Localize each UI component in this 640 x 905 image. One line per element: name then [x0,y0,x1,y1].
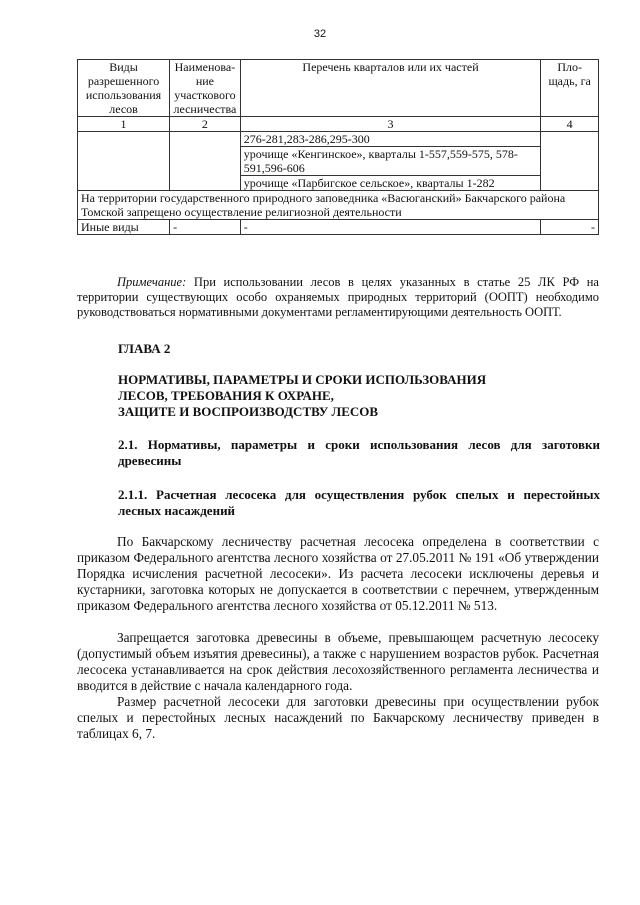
column-number: 1 [78,117,170,132]
table-cell [541,132,599,191]
body-paragraph: Запрещается заготовка древесины в объеме, превышающем расчетную лесосеку (допустимый объем изъятия древесины), а также с нарушением возрастов рубок. Расчетная лесосека устанавливается на срок действия лесохозяйственного регламента лесничества и вводится в действие с начала календарного года. [77,630,599,693]
chapter-title [118,372,486,420]
table-cell: - [170,220,241,235]
header-area: Пло-щадь, га [541,60,599,117]
note-label: Примечание: [117,275,187,289]
note-paragraph [77,275,599,320]
header-forestry-name: Наименова-ние участкового лесничества [170,60,241,117]
table-cell [78,132,170,191]
chapter-title-line: НОРМАТИВЫ, ПАРАМЕТРЫ И СРОКИ ИСПОЛЬЗОВАНИЯ [118,372,487,387]
reserve-note-cell: На территории государственного природного заповедника «Васюганский» Бакчарского района Томской запрещено осуществление религиозной деятельности [78,191,599,220]
chapter-label: ГЛАВА 2 [118,341,171,356]
column-number: 3 [240,117,541,132]
section-heading-2-1-1: 2.1.1. Расчетная лесосека для осуществления рубок спелых и перестойных лесных насаждений [118,487,600,518]
chapter-title-line: ЗАЩИТЕ И ВОСПРОИЗВОДСТВУ ЛЕСОВ [118,404,379,419]
table-cell: - [541,220,599,235]
section-heading-2-1: 2.1. Нормативы, параметры и сроки использования лесов для заготовки древесины [118,437,600,468]
table-row [78,191,599,220]
quarter-cell: урочище «Парбигское сельское», кварталы 1-282 [240,176,541,191]
chapter-title-line: ЛЕСОВ, ТРЕБОВАНИЯ К ОХРАНЕ, [118,388,334,403]
page-number: 32 [313,28,327,40]
column-number: 2 [170,117,241,132]
forest-use-table [77,59,599,235]
table-cell [170,132,241,191]
quarter-cell: 276-281,283-286,295-300 [240,132,541,147]
column-number: 4 [541,117,599,132]
quarter-cell: урочище «Кенгинское», кварталы 1-557,559-575, 578-591,596-606 [240,147,541,176]
table-row [78,132,599,147]
table-row [78,220,599,235]
other-use-cell: Иные виды [78,220,170,235]
table-header-row [78,60,599,117]
table-cell: - [240,220,541,235]
header-use-types: Виды разрешенного использования лесов [78,60,170,117]
body-paragraph: Размер расчетной лесосеки для заготовки древесины при осуществлении рубок спелых и перестойных лесных насаждений по Бакчарскому лесничеству приведен в таблицах 6, 7. [77,694,599,741]
header-quarters-list: Перечень кварталов или их частей [240,60,541,117]
body-paragraph: По Бакчарскому лесничеству расчетная лесосека определена в соответствии с приказом Федерального агентства лесного хозяйства от 27.05.2011 № 191 «Об утверждении Порядка исчисления расчетной лесосеки». Из расчета лесосеки исключены деревья и кустарники, заготовка которых не допускается в соответствии с перечнем, утвержденным приказом Федерального агентства лесного хозяйства от 05.12.2011 № 513. [77,534,599,613]
column-number-row [78,117,599,132]
note-text: При использовании лесов в целях указанных в статье 25 ЛК РФ на территории существующих особо охраняемых природных территорий (ООПТ) необходимо руководствоваться нормативными документами регламентирующими деятельность ООПТ. [77,275,599,319]
